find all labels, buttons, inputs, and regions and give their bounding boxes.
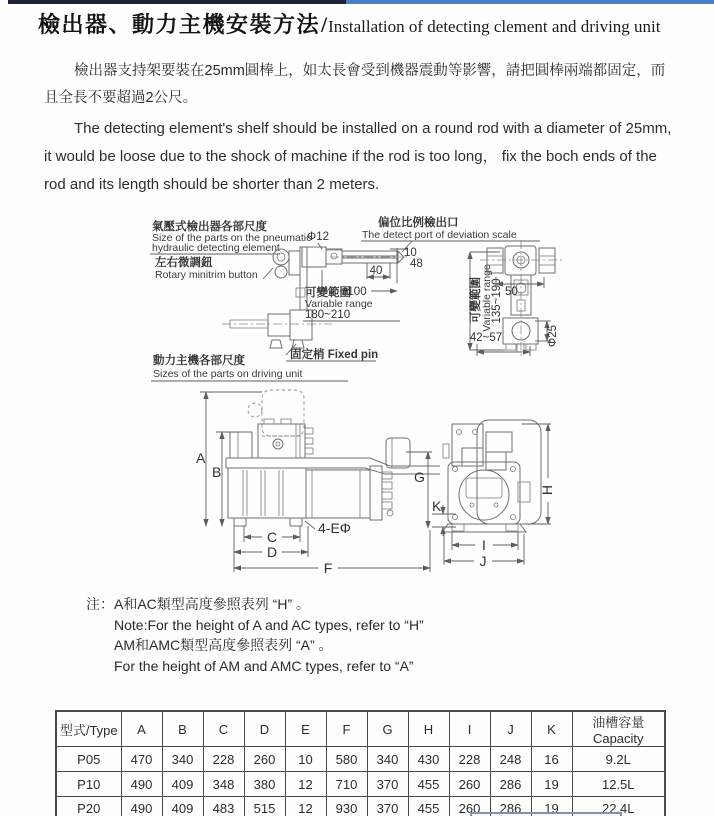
table-cell: 483 bbox=[203, 797, 244, 816]
dim-letter-K: K bbox=[432, 498, 442, 514]
page-title-zh: 檢出器、動力主機安裝方法 bbox=[38, 12, 321, 37]
table-cell: 470 bbox=[121, 747, 162, 772]
note-line-4: For the height of AM and AMC types, refer to “A” bbox=[114, 657, 414, 674]
table-cell: 455 bbox=[408, 772, 449, 797]
label-pneumatic-en2: hydraulic detecting element bbox=[152, 242, 280, 254]
label-range2-zh: 可變範圍 bbox=[470, 277, 482, 323]
table-header-cell: K bbox=[531, 711, 572, 747]
dim-letter-C: C bbox=[266, 529, 278, 545]
title-divider: / bbox=[321, 12, 328, 37]
table-header-row bbox=[56, 711, 665, 747]
table-cell: 930 bbox=[326, 797, 367, 816]
dim-range-135-190: 135~190 bbox=[491, 278, 503, 324]
table-cell: 12 bbox=[285, 797, 326, 816]
label-range1-en: Variable range bbox=[305, 298, 373, 310]
label-deviation-en: The detect port of deviation scale bbox=[362, 229, 517, 241]
table-cell: 340 bbox=[162, 747, 203, 772]
table-cell: 286 bbox=[490, 772, 531, 797]
dim-letter-D: D bbox=[266, 544, 278, 560]
driving-unit-side-dimensions bbox=[196, 392, 432, 576]
table-cell: 228 bbox=[449, 747, 490, 772]
note-line-2: Note:For the height of A and AC types, refer to “H” bbox=[114, 616, 424, 633]
table-cell: 228 bbox=[203, 747, 244, 772]
table-cell: 260 bbox=[244, 747, 285, 772]
table-header-cell: I bbox=[449, 711, 490, 747]
dim-label-4-E: 4-EΦ bbox=[318, 520, 351, 536]
table-cell: P20 bbox=[56, 797, 121, 816]
table-header-cell: A bbox=[121, 711, 162, 747]
note-line-3: AM和AMC類型高度參照表列 “A” 。 bbox=[114, 637, 333, 653]
label-phi12: Φ12 bbox=[307, 231, 329, 243]
table-header-cell: J bbox=[490, 711, 531, 747]
dimension-table bbox=[55, 710, 666, 816]
dim-100: 100 bbox=[347, 286, 367, 298]
dim-letter-A: A bbox=[196, 450, 206, 466]
label-range1-zh: 可變範圍 bbox=[305, 287, 351, 299]
label-driving-zh: 動力主機各部尺度 bbox=[153, 355, 245, 367]
table-row-p10 bbox=[56, 772, 665, 797]
page-title-en: Installation of detecting clement and driving unit bbox=[328, 17, 661, 36]
table-cell: 370 bbox=[367, 797, 408, 816]
table-cell: 286 bbox=[490, 797, 531, 816]
table-cell: 348 bbox=[203, 772, 244, 797]
label-driving-en: Sizes of the parts on driving unit bbox=[153, 368, 303, 380]
table-cell: 430 bbox=[408, 747, 449, 772]
dim-50: 50 bbox=[505, 286, 518, 298]
table-cell: 409 bbox=[162, 797, 203, 816]
label-minitrim-en: Rotary minitrim button bbox=[155, 269, 258, 281]
label-range2-en: Variable range bbox=[481, 264, 493, 332]
driving-unit-front-dimensions bbox=[432, 424, 555, 569]
dim-40: 40 bbox=[369, 265, 383, 277]
label-pneumatic-en1: Size of the parts on the pneumatic bbox=[152, 232, 312, 244]
table-cell: 409 bbox=[162, 772, 203, 797]
label-minitrim-zh: 左右微調鈕 bbox=[155, 257, 213, 269]
dim-range-180-210: 180~210 bbox=[305, 309, 351, 321]
dim-10: 10 bbox=[404, 247, 417, 259]
table-header-cell: E bbox=[285, 711, 326, 747]
dim-letter-J: J bbox=[479, 553, 487, 569]
table-cell: 380 bbox=[244, 772, 285, 797]
table-cell: 22.4L bbox=[572, 797, 665, 816]
selection-box-artifact bbox=[470, 812, 622, 816]
table-cell: 490 bbox=[121, 772, 162, 797]
dim-letter-H: H bbox=[539, 484, 555, 496]
table-cell: 580 bbox=[326, 747, 367, 772]
driving-unit-front-view bbox=[442, 420, 541, 532]
table-header-cell: 型式/Type bbox=[56, 711, 121, 747]
table-cell: 248 bbox=[490, 747, 531, 772]
table-cell: 340 bbox=[367, 747, 408, 772]
table-cell: 455 bbox=[408, 797, 449, 816]
table-header-cell: G bbox=[367, 711, 408, 747]
dim-42-57: 42~57 bbox=[469, 332, 503, 344]
table-cell: 260 bbox=[449, 797, 490, 816]
driving-unit-side-view bbox=[226, 390, 440, 526]
note-line-1: 注：A和AC類型高度參照表列 “H” 。 bbox=[86, 596, 310, 612]
label-deviation-zh: 偏位比例檢出口 bbox=[378, 217, 459, 229]
label-fixed-pin: 固定梢 Fixed pin bbox=[290, 349, 379, 361]
table-header-cell: C bbox=[203, 711, 244, 747]
table-header-cell: B bbox=[162, 711, 203, 747]
table-cell: 260 bbox=[449, 772, 490, 797]
detector-front-view bbox=[468, 240, 562, 358]
table-cell: 19 bbox=[531, 797, 572, 816]
table-cell: 710 bbox=[326, 772, 367, 797]
intro-paragraph-zh: 檢出器支持架要裝在25mm圓棒上，如太長會受到機器震動等影響，請把圓棒兩端都固定，而且全長不要超過2公尺。 bbox=[44, 63, 666, 106]
intro-paragraph-en: The detecting element's shelf should be installed on a round rod with a diameter of 25mm, it would be loose due to the shock of machine if the rod is too long， fix the boch ends of the rod and its length should be shorter than 2 meters. bbox=[44, 120, 672, 193]
table-cell: P05 bbox=[56, 747, 121, 772]
table-header-cell: D bbox=[244, 711, 285, 747]
label-pneumatic-zh: 氣壓式檢出器各部尺度 bbox=[152, 221, 267, 233]
table-row-p05 bbox=[56, 747, 665, 772]
table-cell: 16 bbox=[531, 747, 572, 772]
table-cell: P10 bbox=[56, 772, 121, 797]
table-cell: 12 bbox=[285, 772, 326, 797]
table-header-cell: 油槽容量 Capacity bbox=[572, 711, 665, 747]
table-cell: 515 bbox=[244, 797, 285, 816]
table-cell: 19 bbox=[531, 772, 572, 797]
table-header-cell: F bbox=[326, 711, 367, 747]
table-cell: 10 bbox=[285, 747, 326, 772]
table-cell: 490 bbox=[121, 797, 162, 816]
dim-48: 48 bbox=[410, 258, 423, 270]
table-cell: 370 bbox=[367, 772, 408, 797]
table-cell: 12.5L bbox=[572, 772, 665, 797]
dim-letter-B: B bbox=[212, 464, 222, 480]
table-cell: 9.2L bbox=[572, 747, 665, 772]
notes-block bbox=[86, 594, 424, 676]
label-phi25: Φ25 bbox=[547, 325, 559, 347]
dim-letter-I: I bbox=[482, 537, 486, 553]
table-header-cell: H bbox=[408, 711, 449, 747]
dim-letter-G: G bbox=[414, 469, 425, 485]
dim-letter-F: F bbox=[323, 560, 333, 576]
